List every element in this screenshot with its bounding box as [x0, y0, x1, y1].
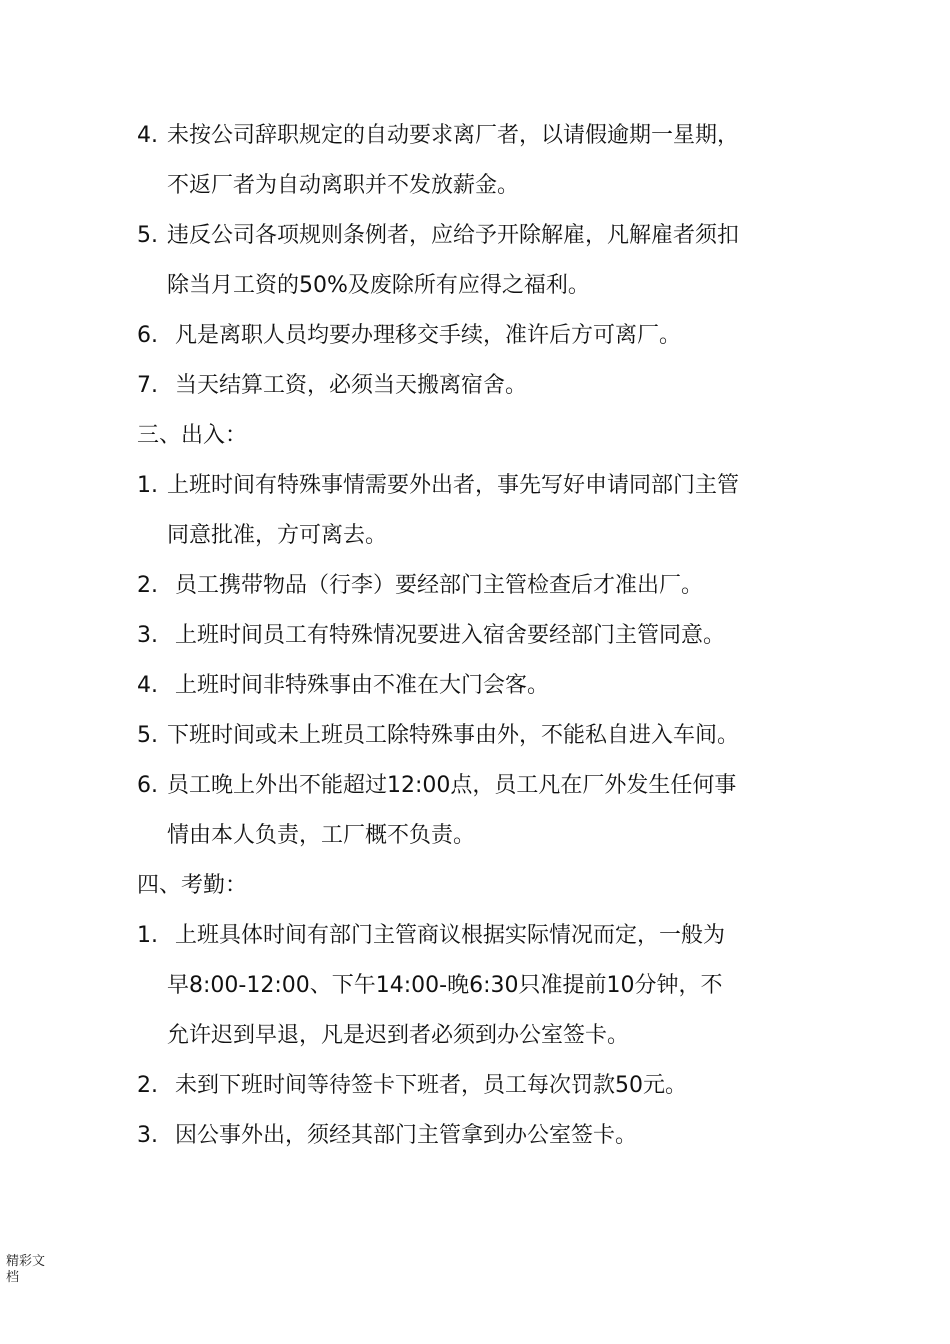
- list-item-line: [137, 211, 817, 261]
- list-item-line: [137, 961, 817, 1011]
- list-item-number: 7.: [137, 373, 158, 398]
- list-item-text: 员工晚上外出不能超过12:00点，员工凡在厂外发生任何事: [167, 773, 737, 798]
- list-item-text: 上班时间有特殊事情需要外出者，事先写好申请同部门主管: [167, 473, 740, 498]
- list-item-number: 5.: [137, 723, 158, 748]
- list-item-number: 4.: [137, 673, 158, 698]
- list-item-number: 3.: [137, 623, 158, 648]
- list-item-line: [137, 711, 817, 761]
- list-item-line: [137, 661, 817, 711]
- list-item-text: 除当月工资的50%及废除所有应得之福利。: [167, 273, 590, 298]
- list-item-number: 4.: [137, 123, 158, 148]
- list-item-line: [137, 161, 817, 211]
- list-item-text: 未到下班时间等待签卡下班者，员工每次罚款50元。: [175, 1073, 687, 1098]
- list-item-line: [137, 1011, 817, 1061]
- list-item-text: 上班具体时间有部门主管商议根据实际情况而定，一般为: [175, 923, 726, 948]
- list-item-line: [137, 611, 817, 661]
- list-item-number: 1.: [137, 923, 158, 948]
- list-item-line: [137, 261, 817, 311]
- list-item-text: 员工携带物品（行李）要经部门主管检查后才准出厂。: [175, 573, 704, 598]
- list-item-text: 情由本人负责，工厂概不负责。: [167, 823, 476, 848]
- list-item-line: [137, 911, 817, 961]
- list-item-number: 5.: [137, 223, 158, 248]
- list-item-text: 未按公司辞职规定的自动要求离厂者，以请假逾期一星期，: [167, 123, 740, 148]
- list-item-text: 同意批准，方可离去。: [167, 523, 388, 548]
- list-item-number: 3.: [137, 1123, 158, 1148]
- list-item-line: [137, 311, 817, 361]
- list-item-line: [137, 1111, 817, 1161]
- list-item-line: [137, 511, 817, 561]
- list-item-text: 下班时间或未上班员工除特殊事由外，不能私自进入车间。: [167, 723, 740, 748]
- list-item-line: [137, 1061, 817, 1111]
- list-item-number: 2.: [137, 573, 158, 598]
- list-item-number: 6.: [137, 323, 158, 348]
- list-item-line: [137, 461, 817, 511]
- list-item-text: 早8:00-12:00、下午14:00-晚6:30只准提前10分钟，不: [167, 973, 723, 998]
- list-item-text: 上班时间非特殊事由不准在大门会客。: [175, 673, 550, 698]
- list-item-text: 不返厂者为自动离职并不发放薪金。: [167, 173, 520, 198]
- list-item-text: 上班时间员工有特殊情况要进入宿舍要经部门主管同意。: [175, 623, 726, 648]
- list-item-text: 当天结算工资，必须当天搬离宿舍。: [175, 373, 528, 398]
- list-item-line: [137, 111, 817, 161]
- list-item-line: [137, 361, 817, 411]
- document-body: [137, 111, 817, 1161]
- list-item-number: 6.: [137, 773, 158, 798]
- list-item-text: 凡是离职人员均要办理移交手续，准许后方可离厂。: [175, 323, 682, 348]
- list-item-number: 1.: [137, 473, 158, 498]
- list-item-line: [137, 561, 817, 611]
- list-item-line: [137, 811, 817, 861]
- footer-label: 精彩文档: [6, 1254, 46, 1285]
- list-item-text: 违反公司各项规则条例者，应给予开除解雇，凡解雇者须扣: [167, 223, 740, 248]
- section-heading: 四、考勤：: [137, 873, 248, 898]
- list-item-line: [137, 761, 817, 811]
- list-item-number: 2.: [137, 1073, 158, 1098]
- section-heading: 三、出入：: [137, 423, 248, 448]
- list-item-text: 允许迟到早退，凡是迟到者必须到办公室签卡。: [167, 1023, 630, 1048]
- list-item-text: 因公事外出，须经其部门主管拿到办公室签卡。: [175, 1123, 638, 1148]
